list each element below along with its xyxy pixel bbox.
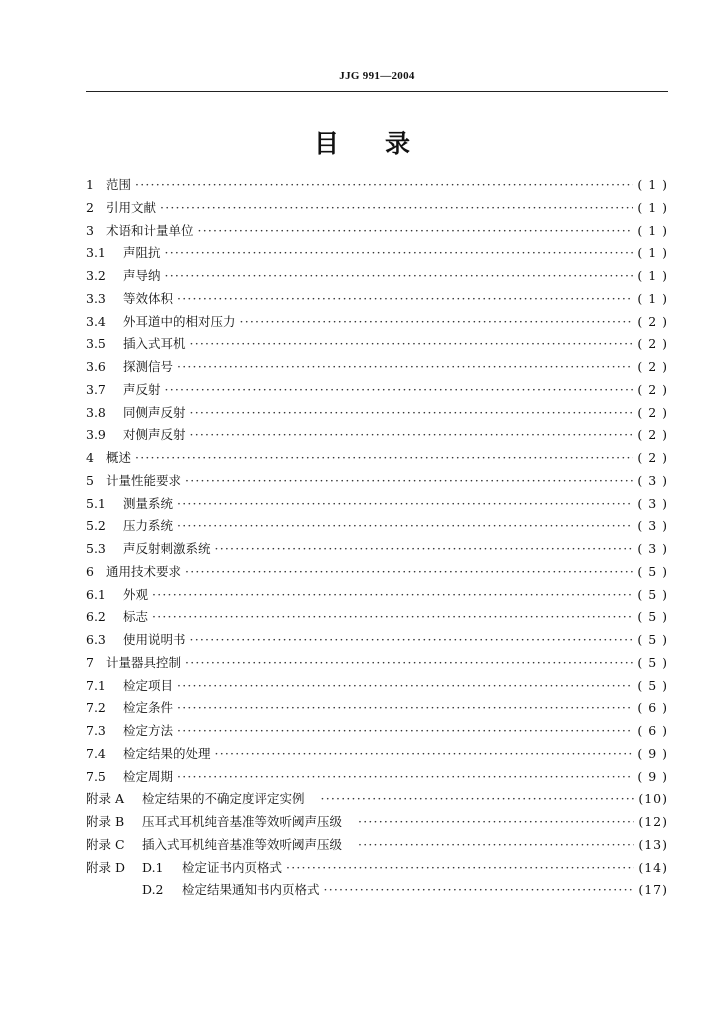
toc-entry-number: 6.1 xyxy=(86,586,106,602)
toc-entry-label: 外耳道中的相对压力 xyxy=(123,313,236,329)
leader-dots xyxy=(198,220,634,243)
toc-entry-label: 检定条件 xyxy=(123,700,174,716)
leader-dots xyxy=(185,652,633,675)
toc-entry[interactable] xyxy=(86,197,668,220)
toc-entry[interactable] xyxy=(86,311,668,334)
toc-entry-label: 概述 xyxy=(106,450,132,465)
leader-dots xyxy=(190,629,634,652)
toc-entry-label: 检定周期 xyxy=(123,768,174,784)
toc-entry-page: ( 5 ) xyxy=(637,586,668,602)
toc-entry[interactable] xyxy=(86,766,668,789)
toc-appendix-entry[interactable] xyxy=(86,857,668,880)
toc-entry-label: 声反射 xyxy=(123,381,161,397)
toc-entry-label: 压力系统 xyxy=(123,518,174,534)
toc-entry-page: ( 1 ) xyxy=(637,199,668,215)
toc-entry-page: ( 6 ) xyxy=(637,700,668,716)
table-of-contents xyxy=(86,174,668,902)
leader-dots xyxy=(165,242,634,265)
toc-entry-number: 3.3 xyxy=(86,290,106,306)
toc-entry[interactable] xyxy=(86,356,668,379)
toc-entry[interactable] xyxy=(86,470,668,493)
toc-entry[interactable] xyxy=(86,629,668,652)
toc-entry-label: 计量器具控制 xyxy=(106,654,182,670)
toc-entry-label: 术语和计量单位 xyxy=(106,222,194,238)
title-char-2: 录 xyxy=(385,129,411,158)
toc-entry-page: ( 2 ) xyxy=(637,427,668,443)
toc-entry[interactable] xyxy=(86,515,668,538)
toc-entry-page: ( 2 ) xyxy=(637,313,668,329)
toc-entry-label: 检定结果通知书内页格式 xyxy=(182,882,320,898)
toc-entry-number: 3.8 xyxy=(86,404,106,420)
toc-entry-page: (14) xyxy=(638,859,668,875)
toc-entry-number: 6.3 xyxy=(86,632,106,647)
toc-entry-number: 5.3 xyxy=(86,541,106,556)
toc-entry-label: 检定结果的不确定度评定实例 xyxy=(142,791,305,807)
appendix-number: 附录 A xyxy=(86,791,125,807)
toc-entry-page: ( 3 ) xyxy=(637,495,668,511)
title-char-1: 目 xyxy=(313,129,339,158)
toc-entry-page: ( 3 ) xyxy=(637,518,668,534)
toc-entry-number: 7.5 xyxy=(86,768,106,784)
toc-entry-page: ( 5 ) xyxy=(637,677,668,693)
header-rule xyxy=(86,91,668,92)
toc-entry-label: 压耳式耳机纯音基准等效听阈声压级 xyxy=(142,814,343,829)
toc-appendix-entry[interactable] xyxy=(86,834,668,857)
toc-entry-number: 3.9 xyxy=(86,427,106,443)
toc-entry-page: ( 6 ) xyxy=(637,723,668,738)
toc-entry-page: (12) xyxy=(638,814,668,829)
leader-dots xyxy=(215,538,634,561)
toc-entry-label: 同侧声反射 xyxy=(123,404,186,420)
toc-entry-page: ( 2 ) xyxy=(637,336,668,352)
toc-entry-page: ( 9 ) xyxy=(637,768,668,784)
toc-entry-number: 3.4 xyxy=(86,313,106,329)
leader-dots xyxy=(185,561,633,584)
toc-entry[interactable] xyxy=(86,606,668,629)
toc-entry-number: 3.5 xyxy=(86,336,106,352)
toc-entry-page: ( 1 ) xyxy=(637,222,668,238)
toc-entry[interactable] xyxy=(86,288,668,311)
toc-entry-number: 6.2 xyxy=(86,609,106,625)
toc-entry-number: 7.3 xyxy=(86,723,106,738)
toc-entry-number: 5 xyxy=(86,472,94,488)
leader-dots xyxy=(321,788,635,811)
toc-entry-label: 测量系统 xyxy=(123,495,174,511)
leader-dots xyxy=(177,675,633,698)
toc-entry[interactable] xyxy=(86,538,668,561)
leader-dots xyxy=(177,515,633,538)
toc-entry-page: ( 1 ) xyxy=(637,245,668,261)
toc-entry[interactable] xyxy=(86,424,668,447)
toc-entry-label: 插入式耳机 xyxy=(123,336,186,352)
appendix-number: 附录 B xyxy=(86,814,125,829)
toc-entry-page: (10) xyxy=(638,791,668,807)
leader-dots xyxy=(358,811,634,834)
toc-entry-label: 声反射刺激系统 xyxy=(123,541,211,556)
toc-entry-number: 3 xyxy=(86,222,94,238)
toc-entry-page: ( 5 ) xyxy=(637,654,668,670)
page-title xyxy=(0,124,724,160)
toc-entry-page: ( 2 ) xyxy=(637,359,668,374)
toc-appendix-sub-entry[interactable] xyxy=(86,879,668,902)
toc-entry-label: 通用技术要求 xyxy=(106,563,182,579)
toc-entry[interactable] xyxy=(86,242,668,265)
toc-entry-label: 标志 xyxy=(123,609,149,625)
toc-entry-page: ( 5 ) xyxy=(637,609,668,625)
leader-dots xyxy=(185,470,633,493)
toc-entry-label: 检定方法 xyxy=(123,723,174,738)
appendix-number: 附录 C xyxy=(86,836,125,852)
toc-entry[interactable] xyxy=(86,743,668,766)
leader-dots xyxy=(177,697,633,720)
toc-entry-label: 等效体积 xyxy=(123,290,174,306)
appendix-sub-number: D.1 xyxy=(142,859,164,875)
toc-entry[interactable] xyxy=(86,561,668,584)
leader-dots xyxy=(135,447,633,470)
toc-entry[interactable] xyxy=(86,333,668,356)
toc-entry-label: 使用说明书 xyxy=(123,632,186,647)
document-code-header: JJG 991—2004 xyxy=(339,70,415,82)
appendix-number: 附录 D xyxy=(86,859,125,875)
leader-dots xyxy=(177,288,633,311)
toc-entry-page: ( 3 ) xyxy=(637,541,668,556)
appendix-sub-number: D.2 xyxy=(142,882,164,898)
toc-entry[interactable] xyxy=(86,402,668,425)
toc-entry-page: ( 1 ) xyxy=(637,177,668,192)
leader-dots xyxy=(358,834,634,857)
leader-dots xyxy=(177,356,633,379)
toc-entry-page: ( 2 ) xyxy=(637,404,668,420)
toc-entry-label: 检定证书内页格式 xyxy=(182,859,283,875)
leader-dots xyxy=(135,174,633,197)
leader-dots xyxy=(190,333,634,356)
leader-dots xyxy=(177,493,633,516)
toc-entry-page: (17) xyxy=(638,882,668,898)
toc-entry[interactable] xyxy=(86,652,668,675)
toc-entry[interactable] xyxy=(86,697,668,720)
leader-dots xyxy=(324,879,635,902)
toc-entry-label: 外观 xyxy=(123,586,149,602)
toc-entry-label: 声导纳 xyxy=(123,268,161,283)
toc-entry-label: 检定结果的处理 xyxy=(123,745,211,761)
toc-entry-number: 2 xyxy=(86,199,94,215)
toc-entry[interactable] xyxy=(86,220,668,243)
toc-appendix-entry[interactable] xyxy=(86,811,668,834)
toc-entry-number: 7 xyxy=(86,654,94,670)
toc-entry-page: ( 9 ) xyxy=(637,745,668,761)
toc-entry-label: 对侧声反射 xyxy=(123,427,186,443)
toc-entry[interactable] xyxy=(86,675,668,698)
toc-entry-label: 插入式耳机纯音基准等效听阈声压级 xyxy=(142,836,343,852)
toc-entry-number: 6 xyxy=(86,563,94,579)
leader-dots xyxy=(165,265,634,288)
leader-dots xyxy=(152,584,633,607)
leader-dots xyxy=(240,311,634,334)
toc-entry-page: ( 3 ) xyxy=(637,472,668,488)
leader-dots xyxy=(177,720,633,743)
toc-entry-number: 3.6 xyxy=(86,359,106,374)
toc-entry[interactable] xyxy=(86,720,668,743)
toc-appendix-entry[interactable] xyxy=(86,788,668,811)
toc-entry-page: ( 1 ) xyxy=(637,290,668,306)
toc-entry-number: 7.4 xyxy=(86,745,106,761)
toc-entry-page: ( 2 ) xyxy=(637,450,668,465)
leader-dots xyxy=(215,743,634,766)
leader-dots xyxy=(160,197,633,220)
toc-entry-number: 5.1 xyxy=(86,495,106,511)
toc-entry-number: 3.7 xyxy=(86,381,106,397)
toc-entry-page: ( 5 ) xyxy=(637,632,668,647)
toc-entry-number: 3.1 xyxy=(86,245,106,261)
toc-entry-page: ( 1 ) xyxy=(637,268,668,283)
toc-entry[interactable] xyxy=(86,447,668,470)
toc-entry[interactable] xyxy=(86,265,668,288)
leader-dots xyxy=(152,606,633,629)
toc-entry-page: ( 2 ) xyxy=(637,381,668,397)
leader-dots xyxy=(177,766,633,789)
toc-entry-label: 声阻抗 xyxy=(123,245,161,261)
toc-entry-label: 计量性能要求 xyxy=(106,472,182,488)
toc-entry-number: 1 xyxy=(86,177,94,192)
toc-entry[interactable] xyxy=(86,584,668,607)
toc-entry-label: 引用文献 xyxy=(106,199,157,215)
toc-entry-label: 检定项目 xyxy=(123,677,174,693)
toc-entry[interactable] xyxy=(86,493,668,516)
toc-entry-number: 4 xyxy=(86,450,94,465)
toc-entry-number: 5.2 xyxy=(86,518,106,534)
toc-entry[interactable] xyxy=(86,379,668,402)
leader-dots xyxy=(190,424,634,447)
toc-entry-number: 7.2 xyxy=(86,700,106,716)
leader-dots xyxy=(190,402,634,425)
toc-entry-label: 探测信号 xyxy=(123,359,174,374)
toc-entry-page: (13) xyxy=(638,836,668,852)
toc-entry-label: 范围 xyxy=(106,177,132,192)
leader-dots xyxy=(286,857,634,880)
toc-entry[interactable] xyxy=(86,174,668,197)
toc-entry-page: ( 5 ) xyxy=(637,563,668,579)
toc-entry-number: 3.2 xyxy=(86,268,106,283)
toc-entry-number: 7.1 xyxy=(86,677,106,693)
leader-dots xyxy=(165,379,634,402)
